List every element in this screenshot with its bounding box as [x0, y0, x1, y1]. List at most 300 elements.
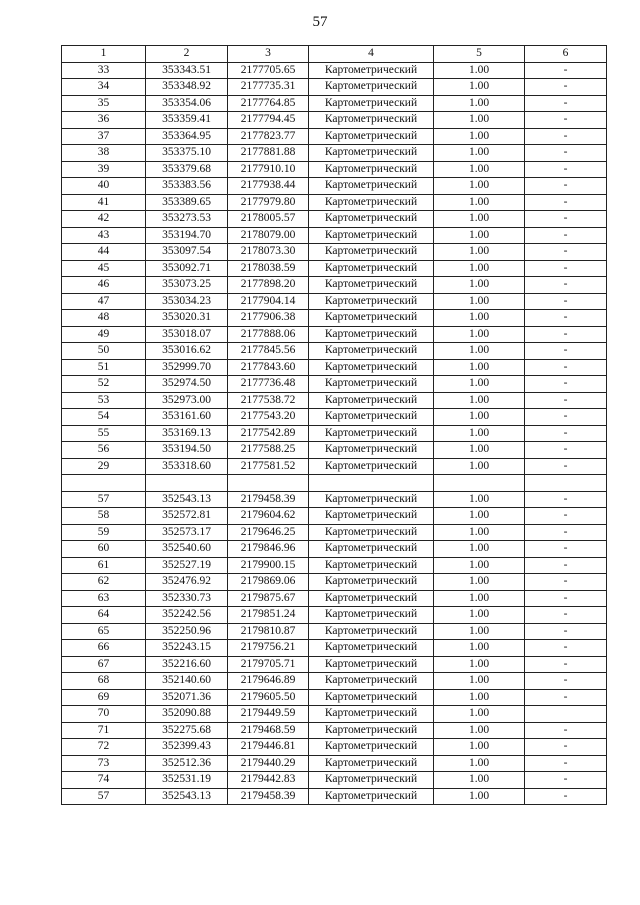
cell-x: 352543.13 — [146, 491, 228, 508]
cell-x: 353389.65 — [146, 194, 228, 211]
cell-x: 353018.07 — [146, 326, 228, 343]
cell-accuracy: 1.00 — [434, 326, 525, 343]
cell-accuracy: 1.00 — [434, 277, 525, 294]
header-cell-method: 4 — [309, 46, 434, 63]
cell-accuracy: 1.00 — [434, 79, 525, 96]
table-row — [62, 359, 607, 376]
cell-accuracy: 1.00 — [434, 112, 525, 129]
cell-y: 2177794.45 — [228, 112, 309, 129]
cell-method: Картометрический — [309, 178, 434, 195]
cell-point-number: 57 — [62, 788, 146, 805]
cell-accuracy: 1.00 — [434, 491, 525, 508]
cell-x: 353375.10 — [146, 145, 228, 162]
cell-description: - — [525, 409, 607, 426]
cell-method: Картометрический — [309, 458, 434, 475]
cell-y: 2179468.59 — [228, 722, 309, 739]
cell-y: 2177588.25 — [228, 442, 309, 459]
cell-accuracy: 1.00 — [434, 788, 525, 805]
cell-x: 353016.62 — [146, 343, 228, 360]
table-row — [62, 310, 607, 327]
cell-point-number: 54 — [62, 409, 146, 426]
cell-method: Картометрический — [309, 343, 434, 360]
cell-method: Картометрический — [309, 689, 434, 706]
table-row — [62, 557, 607, 574]
table-row — [62, 788, 607, 805]
cell-x: 352243.15 — [146, 640, 228, 657]
cell-method: Картометрический — [309, 95, 434, 112]
table-row — [62, 508, 607, 525]
cell-accuracy: 1.00 — [434, 310, 525, 327]
cell-accuracy: 1.00 — [434, 409, 525, 426]
cell-point-number: 55 — [62, 425, 146, 442]
cell-x: 352330.73 — [146, 590, 228, 607]
cell-y: 2179869.06 — [228, 574, 309, 591]
cell-method: Картометрический — [309, 128, 434, 145]
cell-point-number: 49 — [62, 326, 146, 343]
table-row — [62, 409, 607, 426]
cell-point-number: 74 — [62, 772, 146, 789]
cell-x: 352973.00 — [146, 392, 228, 409]
table-row — [62, 739, 607, 756]
cell-accuracy: 1.00 — [434, 178, 525, 195]
cell-point-number: 48 — [62, 310, 146, 327]
cell-point-number: 61 — [62, 557, 146, 574]
cell-x: 352540.60 — [146, 541, 228, 558]
cell-point-number: 56 — [62, 442, 146, 459]
cell-x: 353073.25 — [146, 277, 228, 294]
cell-point-number: 72 — [62, 739, 146, 756]
cell-description: - — [525, 722, 607, 739]
cell-point-number: 38 — [62, 145, 146, 162]
cell-y: 2179900.15 — [228, 557, 309, 574]
cell-description — [525, 475, 607, 492]
cell-description: - — [525, 491, 607, 508]
cell-method: Картометрический — [309, 722, 434, 739]
cell-description: - — [525, 211, 607, 228]
cell-accuracy: 1.00 — [434, 508, 525, 525]
cell-y: 2177823.77 — [228, 128, 309, 145]
cell-method: Картометрический — [309, 326, 434, 343]
cell-y: 2179646.25 — [228, 524, 309, 541]
cell-point-number: 51 — [62, 359, 146, 376]
table-row — [62, 541, 607, 558]
cell-accuracy: 1.00 — [434, 161, 525, 178]
cell-accuracy: 1.00 — [434, 524, 525, 541]
table-row — [62, 326, 607, 343]
cell-y: 2179705.71 — [228, 656, 309, 673]
cell-x: 352512.36 — [146, 755, 228, 772]
cell-method: Картометрический — [309, 706, 434, 723]
table-row — [62, 194, 607, 211]
cell-point-number: 47 — [62, 293, 146, 310]
cell-method: Картометрический — [309, 194, 434, 211]
cell-description: - — [525, 425, 607, 442]
cell-x: 353194.70 — [146, 227, 228, 244]
cell-accuracy: 1.00 — [434, 194, 525, 211]
cell-description: - — [525, 227, 607, 244]
cell-description: - — [525, 392, 607, 409]
cell-description: - — [525, 95, 607, 112]
table-row — [62, 475, 607, 492]
cell-accuracy: 1.00 — [434, 211, 525, 228]
cell-description: - — [525, 128, 607, 145]
cell-accuracy: 1.00 — [434, 755, 525, 772]
cell-description: - — [525, 343, 607, 360]
cell-y: 2177904.14 — [228, 293, 309, 310]
cell-point-number: 68 — [62, 673, 146, 690]
cell-method: Картометрический — [309, 607, 434, 624]
table-row — [62, 112, 607, 129]
cell-description: - — [525, 161, 607, 178]
cell-point-number: 29 — [62, 458, 146, 475]
table-row — [62, 425, 607, 442]
cell-y: 2178005.57 — [228, 211, 309, 228]
cell-description: - — [525, 508, 607, 525]
cell-x: 352999.70 — [146, 359, 228, 376]
cell-y: 2179604.62 — [228, 508, 309, 525]
cell-accuracy: 1.00 — [434, 739, 525, 756]
cell-accuracy: 1.00 — [434, 376, 525, 393]
cell-y: 2179756.21 — [228, 640, 309, 657]
cell-accuracy: 1.00 — [434, 244, 525, 261]
cell-accuracy: 1.00 — [434, 442, 525, 459]
cell-x: 353034.23 — [146, 293, 228, 310]
table-row — [62, 343, 607, 360]
cell-x: 353364.95 — [146, 128, 228, 145]
table-row — [62, 574, 607, 591]
cell-accuracy: 1.00 — [434, 359, 525, 376]
cell-description: - — [525, 244, 607, 261]
cell-y: 2177938.44 — [228, 178, 309, 195]
cell-x: 353161.60 — [146, 409, 228, 426]
table-row — [62, 442, 607, 459]
cell-description: - — [525, 557, 607, 574]
cell-y: 2177843.60 — [228, 359, 309, 376]
cell-x: 352573.17 — [146, 524, 228, 541]
page-number: 57 — [312, 14, 328, 30]
cell-accuracy: 1.00 — [434, 458, 525, 475]
table-row — [62, 491, 607, 508]
table-row — [62, 590, 607, 607]
cell-method: Картометрический — [309, 739, 434, 756]
cell-accuracy: 1.00 — [434, 607, 525, 624]
header-cell-y: 3 — [228, 46, 309, 63]
cell-description: - — [525, 640, 607, 657]
cell-x: 352242.56 — [146, 607, 228, 624]
table-row — [62, 376, 607, 393]
header-cell-accuracy: 5 — [434, 46, 525, 63]
table-row — [62, 277, 607, 294]
cell-y: 2177979.80 — [228, 194, 309, 211]
cell-point-number: 71 — [62, 722, 146, 739]
cell-accuracy: 1.00 — [434, 656, 525, 673]
cell-y: 2177906.38 — [228, 310, 309, 327]
cell-point-number: 67 — [62, 656, 146, 673]
cell-accuracy: 1.00 — [434, 574, 525, 591]
cell-method: Картометрический — [309, 574, 434, 591]
cell-x: 353318.60 — [146, 458, 228, 475]
cell-point-number: 34 — [62, 79, 146, 96]
cell-method: Картометрический — [309, 161, 434, 178]
cell-point-number: 57 — [62, 491, 146, 508]
cell-point-number: 46 — [62, 277, 146, 294]
cell-y: 2179605.50 — [228, 689, 309, 706]
cell-x: 352543.13 — [146, 788, 228, 805]
cell-method: Картометрический — [309, 524, 434, 541]
cell-point-number: 65 — [62, 623, 146, 640]
table-body — [62, 62, 607, 805]
cell-y: 2177735.31 — [228, 79, 309, 96]
cell-method: Картометрический — [309, 508, 434, 525]
cell-description: - — [525, 277, 607, 294]
cell-y: 2179440.29 — [228, 755, 309, 772]
table-row — [62, 656, 607, 673]
cell-description: - — [525, 458, 607, 475]
cell-point-number: 40 — [62, 178, 146, 195]
table-row — [62, 211, 607, 228]
cell-accuracy: 1.00 — [434, 128, 525, 145]
cell-point-number: 60 — [62, 541, 146, 558]
cell-method: Картометрический — [309, 376, 434, 393]
cell-point-number: 70 — [62, 706, 146, 723]
cell-description: - — [525, 359, 607, 376]
cell-method: Картометрический — [309, 772, 434, 789]
cell-y: 2178073.30 — [228, 244, 309, 261]
cell-y: 2177845.56 — [228, 343, 309, 360]
cell-y: 2179851.24 — [228, 607, 309, 624]
cell-point-number: 58 — [62, 508, 146, 525]
table-row — [62, 260, 607, 277]
cell-description: - — [525, 293, 607, 310]
cell-x: 353020.31 — [146, 310, 228, 327]
cell-description: - — [525, 260, 607, 277]
cell-point-number: 44 — [62, 244, 146, 261]
cell-description: - — [525, 62, 607, 79]
cell-accuracy: 1.00 — [434, 425, 525, 442]
cell-description: - — [525, 607, 607, 624]
cell-accuracy: 1.00 — [434, 392, 525, 409]
cell-x: 352071.36 — [146, 689, 228, 706]
cell-x: 352140.60 — [146, 673, 228, 690]
cell-point-number: 59 — [62, 524, 146, 541]
cell-method: Картометрический — [309, 260, 434, 277]
cell-accuracy — [434, 475, 525, 492]
cell-x: 352216.60 — [146, 656, 228, 673]
cell-y: 2177542.89 — [228, 425, 309, 442]
cell-y: 2179846.96 — [228, 541, 309, 558]
cell-method: Картометрический — [309, 640, 434, 657]
cell-accuracy: 1.00 — [434, 640, 525, 657]
cell-point-number: 42 — [62, 211, 146, 228]
cell-x: 353097.54 — [146, 244, 228, 261]
cell-accuracy: 1.00 — [434, 260, 525, 277]
cell-description: - — [525, 178, 607, 195]
cell-y: 2178079.00 — [228, 227, 309, 244]
cell-x: 353354.06 — [146, 95, 228, 112]
cell-accuracy: 1.00 — [434, 95, 525, 112]
cell-point-number: 66 — [62, 640, 146, 657]
table-row — [62, 244, 607, 261]
cell-x: 353194.50 — [146, 442, 228, 459]
cell-point-number: 63 — [62, 590, 146, 607]
cell-accuracy: 1.00 — [434, 689, 525, 706]
cell-accuracy: 1.00 — [434, 62, 525, 79]
cell-description: - — [525, 541, 607, 558]
cell-y: 2177910.10 — [228, 161, 309, 178]
table-row — [62, 755, 607, 772]
cell-x: 353348.92 — [146, 79, 228, 96]
cell-point-number: 52 — [62, 376, 146, 393]
table-row — [62, 161, 607, 178]
cell-x: 352399.43 — [146, 739, 228, 756]
cell-y: 2177705.65 — [228, 62, 309, 79]
cell-description: - — [525, 326, 607, 343]
coordinates-table — [61, 45, 607, 805]
cell-method: Картометрический — [309, 211, 434, 228]
cell-x: 353379.68 — [146, 161, 228, 178]
cell-accuracy: 1.00 — [434, 343, 525, 360]
table-row — [62, 178, 607, 195]
cell-method — [309, 475, 434, 492]
cell-accuracy: 1.00 — [434, 557, 525, 574]
cell-accuracy: 1.00 — [434, 541, 525, 558]
cell-x: 352275.68 — [146, 722, 228, 739]
cell-x — [146, 475, 228, 492]
cell-description: - — [525, 689, 607, 706]
cell-point-number: 43 — [62, 227, 146, 244]
cell-y: 2179646.89 — [228, 673, 309, 690]
cell-method: Картометрический — [309, 145, 434, 162]
cell-description: - — [525, 574, 607, 591]
cell-point-number: 73 — [62, 755, 146, 772]
header-cell-x: 2 — [146, 46, 228, 63]
cell-point-number: 36 — [62, 112, 146, 129]
table-row — [62, 95, 607, 112]
cell-x: 353273.53 — [146, 211, 228, 228]
cell-method: Картометрический — [309, 244, 434, 261]
cell-method: Картометрический — [309, 359, 434, 376]
cell-x: 353359.41 — [146, 112, 228, 129]
table-row — [62, 293, 607, 310]
cell-point-number: 50 — [62, 343, 146, 360]
cell-description: - — [525, 673, 607, 690]
table-row — [62, 128, 607, 145]
cell-y: 2178038.59 — [228, 260, 309, 277]
table-row — [62, 62, 607, 79]
cell-description: - — [525, 739, 607, 756]
cell-point-number: 41 — [62, 194, 146, 211]
header-row — [62, 46, 607, 63]
cell-description: - — [525, 376, 607, 393]
cell-method: Картометрический — [309, 623, 434, 640]
cell-accuracy: 1.00 — [434, 706, 525, 723]
cell-method: Картометрический — [309, 409, 434, 426]
cell-y: 2177898.20 — [228, 277, 309, 294]
cell-point-number: 37 — [62, 128, 146, 145]
table-row — [62, 706, 607, 723]
header-cell-point-number: 1 — [62, 46, 146, 63]
cell-x: 353092.71 — [146, 260, 228, 277]
cell-method: Картометрический — [309, 112, 434, 129]
cell-point-number: 69 — [62, 689, 146, 706]
cell-accuracy: 1.00 — [434, 590, 525, 607]
cell-accuracy: 1.00 — [434, 293, 525, 310]
table-row — [62, 524, 607, 541]
cell-y: 2177764.85 — [228, 95, 309, 112]
cell-method: Картометрический — [309, 79, 434, 96]
cell-method: Картометрический — [309, 788, 434, 805]
cell-description: - — [525, 310, 607, 327]
cell-y: 2179449.59 — [228, 706, 309, 723]
table-row — [62, 79, 607, 96]
cell-method: Картометрический — [309, 227, 434, 244]
table-row — [62, 145, 607, 162]
cell-y: 2177736.48 — [228, 376, 309, 393]
cell-x: 352531.19 — [146, 772, 228, 789]
cell-description: - — [525, 524, 607, 541]
cell-x: 353383.56 — [146, 178, 228, 195]
table-row — [62, 673, 607, 690]
cell-point-number: 53 — [62, 392, 146, 409]
cell-y — [228, 475, 309, 492]
table-row — [62, 623, 607, 640]
cell-x: 353343.51 — [146, 62, 228, 79]
table-row — [62, 722, 607, 739]
cell-description: - — [525, 79, 607, 96]
cell-method: Картометрический — [309, 442, 434, 459]
cell-description: - — [525, 623, 607, 640]
cell-point-number: 35 — [62, 95, 146, 112]
cell-point-number: 64 — [62, 607, 146, 624]
cell-x: 352974.50 — [146, 376, 228, 393]
cell-description: - — [525, 112, 607, 129]
header-cell-description: 6 — [525, 46, 607, 63]
cell-method: Картометрический — [309, 656, 434, 673]
cell-y: 2177888.06 — [228, 326, 309, 343]
table-header — [62, 46, 607, 63]
cell-method: Картометрический — [309, 277, 434, 294]
cell-accuracy: 1.00 — [434, 145, 525, 162]
cell-description: - — [525, 145, 607, 162]
table-row — [62, 227, 607, 244]
cell-y: 2179458.39 — [228, 788, 309, 805]
table-row — [62, 689, 607, 706]
cell-method: Картометрический — [309, 62, 434, 79]
cell-description: - — [525, 755, 607, 772]
cell-method: Картометрический — [309, 590, 434, 607]
cell-accuracy: 1.00 — [434, 772, 525, 789]
table-row — [62, 772, 607, 789]
cell-y: 2179442.83 — [228, 772, 309, 789]
cell-method: Картометрический — [309, 673, 434, 690]
cell-accuracy: 1.00 — [434, 227, 525, 244]
cell-point-number: 62 — [62, 574, 146, 591]
cell-description: - — [525, 788, 607, 805]
cell-y: 2177881.88 — [228, 145, 309, 162]
cell-method: Картометрический — [309, 557, 434, 574]
cell-point-number: 33 — [62, 62, 146, 79]
table-row — [62, 458, 607, 475]
cell-description: - — [525, 194, 607, 211]
cell-y: 2179875.67 — [228, 590, 309, 607]
cell-point-number: 39 — [62, 161, 146, 178]
cell-y: 2179446.81 — [228, 739, 309, 756]
cell-description: - — [525, 772, 607, 789]
cell-method: Картометрический — [309, 541, 434, 558]
cell-x: 353169.13 — [146, 425, 228, 442]
cell-x: 352090.88 — [146, 706, 228, 723]
cell-method: Картометрический — [309, 392, 434, 409]
